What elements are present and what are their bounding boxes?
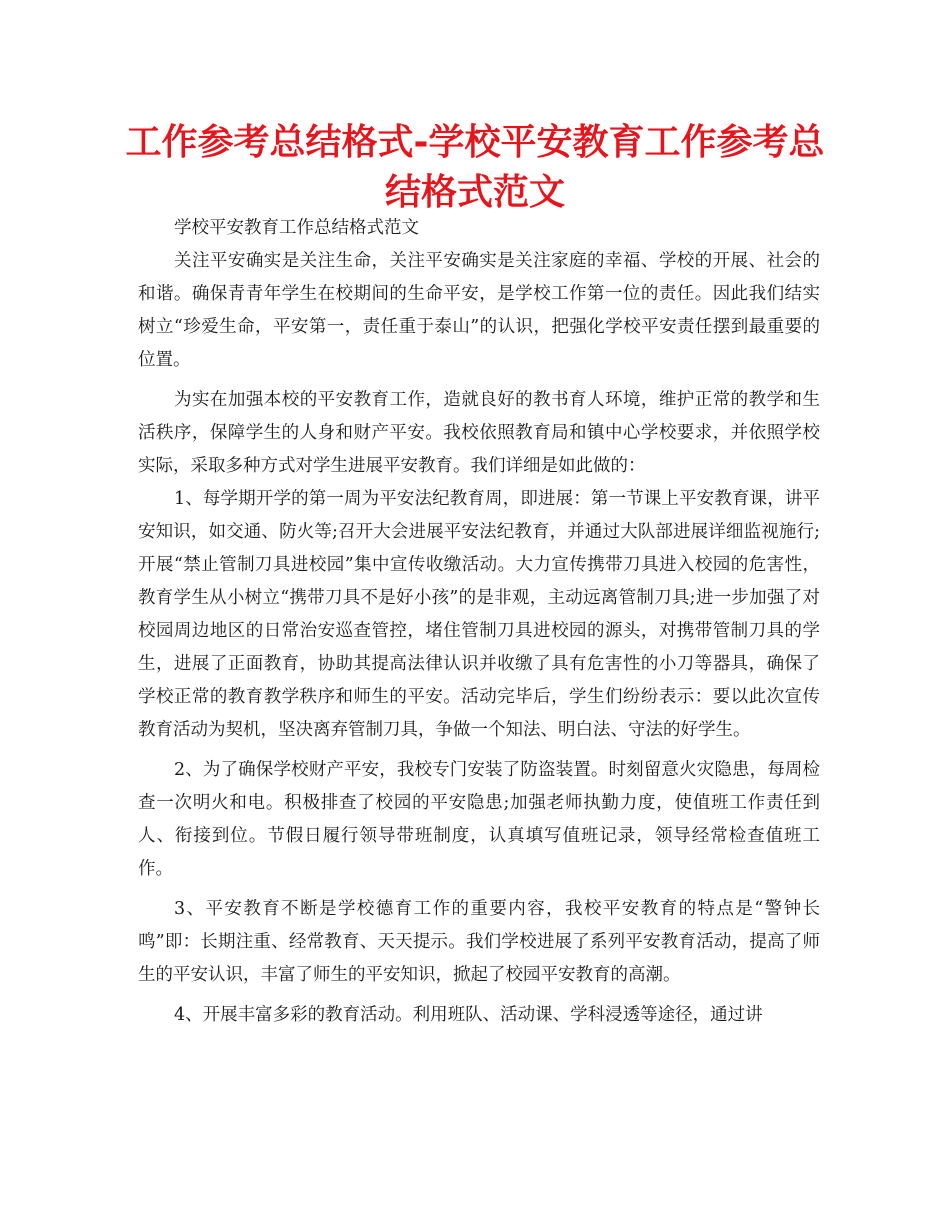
paragraph-intro: 关注平安确实是关注生命，关注平安确实是关注家庭的幸福、学校的开展、社会的和谐。确保青青年学生在校期间的生命平安，是学校工作第一位的责任。因此我们结实树立“珍爱生命，平安第一，责任重于泰山”的认识，把强化学校平安责任摆到最重要的位置。 bbox=[138, 251, 820, 370]
paragraph-item-1: 1、每学期开学的第一周为平安法纪教育周，即进展：第一节课上平安教育课，讲平安知识，如交通、防火等;召开大会进展平安法纪教育，并通过大队部进展详细监视施行;开展“禁止管制刀具进校园”集中宣传收缴活动。大力宣传携带刀具进入校园的危害性，教育学生从小树立“携带刀具不是好小孩”的是非观，主动远离管制刀具;进一步加强了对校园周边地区的日常治安巡查管控，堵住管制刀具进校园的源头，对携带管制刀具的学生，进展了正面教育，协助其提高法律认识并收缴了具有危害性的小刀等器具，确保了学校正常的教育教学秩序和师生的平安。活动完毕后，学生们纷纷表示：要以此次宣传教育活动为契机，坚决离弃管制刀具，争做一个知法、明白法、守法的好学生。 bbox=[138, 489, 820, 740]
paragraph-item-4: 4、开展丰富多彩的教育活动。利用班队、活动课、学科浸透等途径，通过讲 bbox=[174, 1005, 763, 1025]
document-subtitle: 学校平安教育工作总结格式范文 bbox=[174, 218, 419, 238]
document-title: 工作参考总结格式-学校平安教育工作参考总结格式范文 bbox=[125, 122, 825, 213]
paragraph-purpose: 为实在加强本校的平安教育工作，造就良好的教书育人环境，维护正常的教学和生活秩序，保障学生的人身和财产平安。我校依照教育局和镇中心学校要求，并依照学校实际，采取多种方式对学生进展平安教育。我们详细是如此做的： bbox=[138, 390, 820, 476]
document-body bbox=[138, 212, 820, 1032]
paragraph-item-2: 2、为了确保学校财产平安，我校专门安装了防盗装置。时刻留意火灾隐患，每周检查一次明火和电。积极排查了校园的平安隐患;加强老师执勤力度，使值班工作责任到人、衔接到位。节假日履行领导带班制度，认真填写值班记录，领导经常检查值班工作。 bbox=[138, 760, 820, 879]
paragraph-item-3: 3、平安教育不断是学校德育工作的重要内容，我校平安教育的特点是“警钟长鸣”即：长期注重、经常教育、天天提示。我们学校进展了系列平安教育活动，提高了师生的平安认识，丰富了师生的平安知识，掀起了校园平安教育的高潮。 bbox=[138, 899, 820, 985]
